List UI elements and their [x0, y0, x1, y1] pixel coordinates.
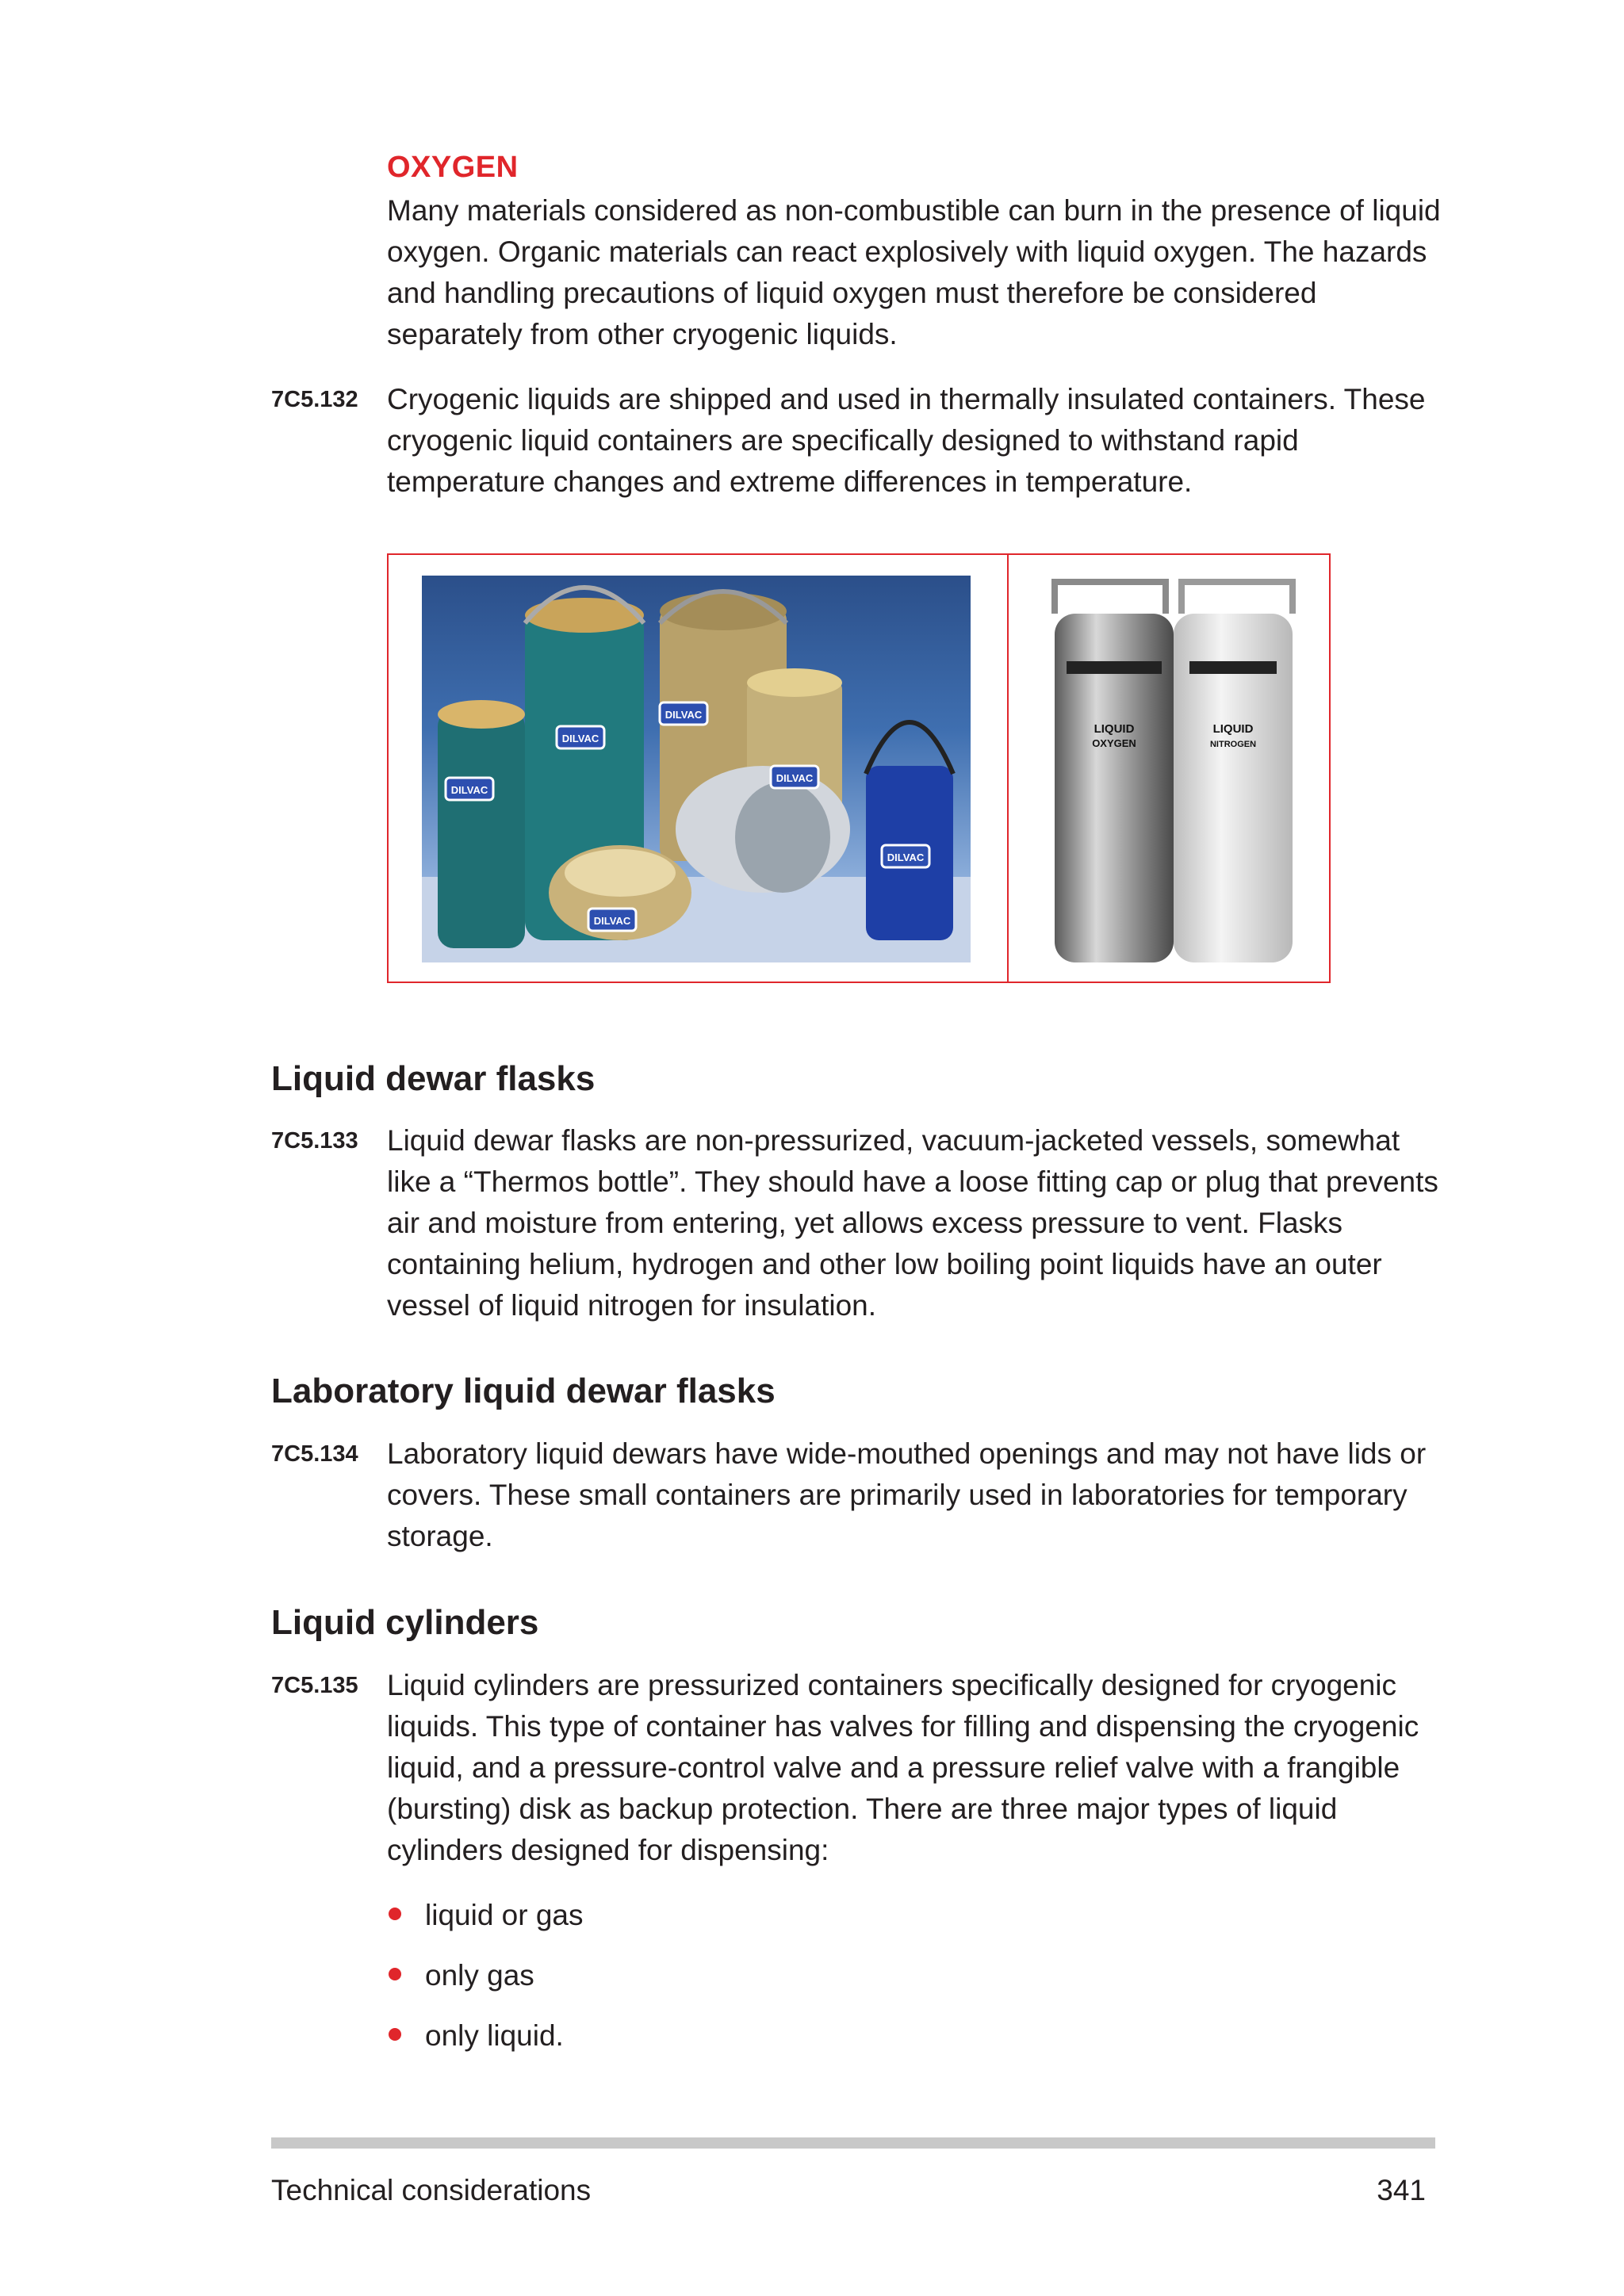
paragraph-135: Liquid cylinders are pressurized containers specifically designed for cryogenic liquids. This type of container has valves for filling and dispensing the cryogenic liquid, and a pressure-control valve and a pressure relief valve with a frangible (bursting) disk as backup protection. There are three major types of liquid cylinders designed for dispensing:	[387, 1669, 1419, 1866]
paragraph-number-134: 7C5.134	[271, 1441, 358, 1467]
liquid-cylinders-photo	[1031, 566, 1316, 970]
dewar-flasks-photo	[422, 576, 971, 962]
badge-text: DILVAC	[561, 733, 599, 744]
footer-rule	[271, 2137, 1435, 2149]
cylinder-label-nitrogen-line1: LIQUID	[1212, 722, 1254, 736]
section-heading-cylinders: Liquid cylinders	[271, 1603, 539, 1642]
paragraph-number-132: 7C5.132	[271, 387, 358, 412]
badge-text: DILVAC	[593, 915, 631, 927]
paragraph-134: Laboratory liquid dewars have wide-mouthed openings and may not have lids or covers. These small containers are primarily used in laboratories for temporary storage.	[387, 1437, 1427, 1552]
section-heading-lab: Laboratory liquid dewar flasks	[271, 1372, 776, 1410]
badge-text: DILVAC	[450, 784, 488, 796]
oxygen-paragraph: Many materials considered as non-combustible can burn in the presence of liquid oxygen. Organic materials can react explosively with liquid oxygen. The hazards and handling precautions of liquid oxygen must therefore be considered separately from other cryogenic liquids.	[387, 194, 1441, 350]
dispensing-types-list	[387, 1895, 584, 2076]
paragraph-number-135: 7C5.135	[271, 1673, 358, 1698]
bullet-dot-icon	[389, 2028, 401, 2041]
list-item: only gas	[387, 1955, 584, 1996]
list-item: only liquid.	[387, 2015, 584, 2057]
dewar-flasks-illustration	[422, 576, 971, 962]
section-heading-dewar: Liquid dewar flasks	[271, 1059, 596, 1098]
liquid-cylinders-illustration	[1031, 566, 1316, 970]
paragraph-133: Liquid dewar flasks are non-pressurized, vacuum-jacketed vessels, somewhat like a “Thermos bottle”. They should have a loose fitting cap or plug that prevents air and moisture from entering, yet allows excess pressure to vent. Flasks containing helium, hydrogen and other low boiling point liquids have an outer vessel of liquid nitrogen for insulation.	[387, 1124, 1438, 1322]
list-item: liquid or gas	[387, 1895, 584, 1936]
page-number: 341	[1377, 2174, 1426, 2206]
footer-section-title: Technical considerations	[271, 2174, 592, 2206]
oxygen-heading: OXYGEN	[387, 151, 519, 184]
paragraph-132: Cryogenic liquids are shipped and used in thermally insulated containers. These cryogenic liquid containers are specifically designed to withstand rapid temperature changes and extreme differences in temperature.	[387, 383, 1426, 498]
cylinder-label-oxygen-line2: OXYGEN	[1092, 737, 1136, 749]
bullet-dot-icon	[389, 1968, 401, 1980]
figure-divider	[1007, 555, 1009, 982]
badge-text: DILVAC	[887, 851, 925, 863]
cylinder-label-nitrogen-line2: NITROGEN	[1209, 740, 1257, 749]
cryogenic-containers-figure	[387, 553, 1331, 983]
badge-text: DILVAC	[776, 772, 814, 784]
badge-text: DILVAC	[665, 709, 703, 721]
bullet-dot-icon	[389, 1908, 401, 1920]
paragraph-number-133: 7C5.133	[271, 1128, 358, 1154]
cylinder-label-oxygen-line1: LIQUID	[1094, 722, 1135, 736]
